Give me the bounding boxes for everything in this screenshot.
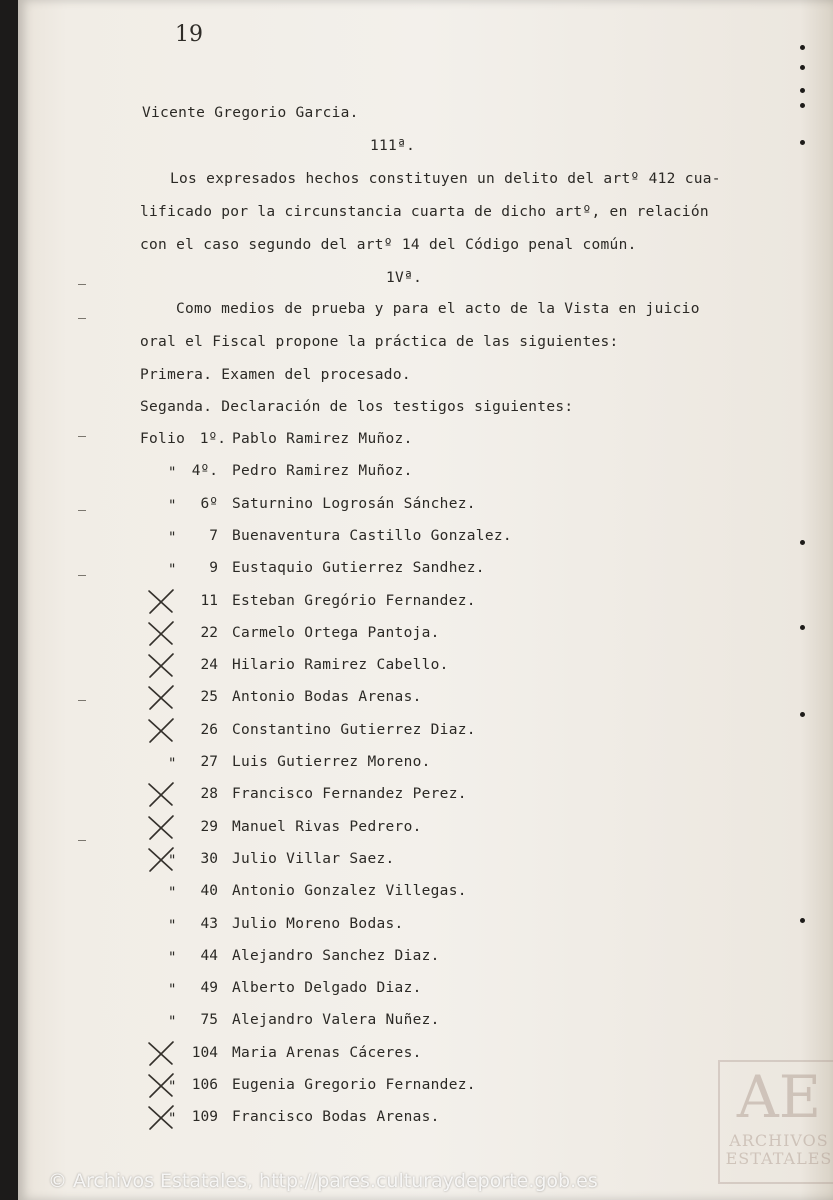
folio-number: 4º.: [191, 463, 218, 480]
binding-hole: [800, 625, 805, 630]
margin-tick: [78, 284, 86, 285]
witness-row: [18, 1045, 798, 1069]
ditto-mark: ": [168, 949, 177, 966]
handwritten-cross-mark: [146, 813, 176, 841]
folio-number: 26: [200, 721, 218, 738]
heading-name: Vicente Gregorio Garcia.: [142, 105, 359, 121]
stamp-letters: AE: [736, 1063, 822, 1131]
witness-name: Saturnino Logrosán Sánchez.: [232, 495, 476, 512]
ditto-mark: ": [168, 465, 177, 482]
binding-hole: [800, 45, 805, 50]
witness-row: [18, 593, 798, 617]
copyright-watermark: © Archivos Estatales, http://pares.culturaydeporte.gob.es: [48, 1170, 598, 1192]
folio-number: 9: [209, 560, 218, 577]
witness-row: [18, 657, 798, 681]
witness-name: Esteban Gregório Fernandez.: [232, 592, 476, 609]
folio-number: 44: [200, 947, 218, 964]
witness-name: Francisco Fernandez Perez.: [232, 786, 467, 803]
witness-row: [18, 786, 798, 810]
folio-number: 29: [200, 818, 218, 835]
handwritten-cross-mark: [146, 716, 176, 744]
ditto-mark: ": [168, 917, 177, 934]
margin-tick: [78, 318, 86, 319]
section-3-heading: 111ª.: [370, 138, 416, 154]
witness-row: [18, 1109, 798, 1133]
witness-name: Manuel Rivas Pedrero.: [232, 818, 422, 835]
handwritten-cross-mark: [146, 1103, 176, 1131]
folio-number: 43: [200, 915, 218, 932]
handwritten-cross-mark: [146, 845, 176, 873]
ditto-mark: ": [168, 852, 177, 869]
witness-row: [18, 883, 798, 907]
margin-tick: [78, 510, 86, 511]
folio-number: 106: [191, 1077, 218, 1093]
section-4-heading: 1Vª.: [386, 270, 423, 286]
witness-name: Eustaquio Gutierrez Sandhez.: [232, 560, 485, 577]
handwritten-cross-mark: [146, 683, 176, 711]
witness-row: [18, 1012, 798, 1036]
handwritten-cross-mark: [146, 651, 176, 679]
paragraph-3-line-2: lificado por la circunstancia cuarta de dicho artº, en relación: [140, 204, 709, 220]
ditto-mark: ": [168, 756, 177, 772]
paragraph-4-line-4: Seganda. Declaración de los testigos siguientes:: [140, 399, 574, 415]
binding-hole: [800, 88, 805, 93]
witness-name: Alejandro Valera Nuñez.: [232, 1012, 440, 1029]
witness-name: Julio Villar Saez.: [232, 850, 395, 867]
paragraph-3-line-3: con el caso segundo del artº 14 del Código penal común.: [140, 237, 637, 253]
witness-name: Francisco Bodas Arenas.: [232, 1109, 440, 1126]
ditto-mark: ": [168, 982, 177, 999]
folio-number: 30: [200, 850, 218, 867]
folio-number: 1º.: [199, 431, 226, 447]
folio-number: 40: [200, 883, 218, 900]
witness-row: [18, 689, 798, 713]
witness-row: [18, 625, 798, 649]
stamp-text: ARCHIVOS ESTATALES: [725, 1131, 833, 1168]
witness-name: Julio Moreno Bodas.: [232, 915, 404, 932]
witness-row: [18, 754, 798, 778]
paragraph-4-line-3: Primera. Examen del procesado.: [140, 367, 411, 383]
witness-row: [18, 980, 798, 1004]
margin-tick: [78, 436, 86, 437]
witness-row: [18, 916, 798, 940]
witness-name: Maria Arenas Cáceres.: [232, 1044, 422, 1061]
witness-name: Luis Gutierrez Moreno.: [232, 754, 431, 770]
witness-name: Buenaventura Castillo Gonzalez.: [232, 527, 512, 544]
handwritten-cross-mark: [146, 587, 176, 615]
binding-hole: [800, 712, 805, 717]
paragraph-4-line-1: Como medios de prueba y para el acto de la Vista en juicio: [176, 301, 700, 317]
witness-row: [18, 496, 798, 520]
witness-name: Alberto Delgado Diaz.: [232, 980, 422, 997]
witness-row: [18, 851, 798, 875]
witness-name: Alejandro Sanchez Diaz.: [232, 947, 440, 964]
folio-number: 22: [200, 624, 218, 641]
witness-row: [18, 431, 798, 455]
witness-row: [18, 1077, 798, 1101]
ditto-mark: ": [168, 1014, 177, 1031]
ditto-mark: ": [168, 562, 177, 579]
folio-number: 28: [200, 786, 218, 803]
margin-tick: [78, 700, 86, 701]
folio-number: 11: [200, 592, 218, 609]
binding-hole: [800, 140, 805, 145]
margin-tick: [78, 840, 86, 841]
witness-name: Hilario Ramirez Cabello.: [232, 657, 449, 674]
ditto-mark: ": [168, 1079, 177, 1095]
witness-name: Antonio Bodas Arenas.: [232, 689, 422, 706]
witness-name: Pedro Ramirez Muñoz.: [232, 463, 413, 480]
binding-hole: [800, 65, 805, 70]
document-page: [18, 0, 833, 1200]
witness-name: Antonio Gonzalez Villegas.: [232, 883, 467, 900]
ditto-mark: ": [168, 885, 177, 902]
folio-number: 24: [200, 657, 218, 674]
margin-tick: [78, 575, 86, 576]
witness-row: [18, 560, 798, 584]
handwritten-cross-mark: [146, 619, 176, 647]
folio-number: 75: [200, 1012, 218, 1029]
witness-row: [18, 722, 798, 746]
witness-row: [18, 528, 798, 552]
witness-row: [18, 463, 798, 487]
witness-name: Carmelo Ortega Pantoja.: [232, 624, 440, 641]
witness-name: Constantino Gutierrez Diaz.: [232, 721, 476, 738]
ditto-mark: ": [168, 497, 177, 514]
page-number: 19: [175, 22, 203, 47]
paragraph-3-line-1: Los expresados hechos constituyen un delito del artº 412 cua-: [170, 171, 721, 187]
folio-number: 7: [209, 527, 218, 544]
folio-number: 49: [200, 980, 218, 997]
witness-name: Pablo Ramirez Muñoz.: [232, 431, 413, 447]
handwritten-cross-mark: [146, 1039, 176, 1067]
folio-number: 104: [191, 1044, 218, 1061]
witness-row: [18, 819, 798, 843]
folio-number: 25: [200, 689, 218, 706]
folio-label: Folio: [140, 431, 186, 447]
binding-hole: [800, 103, 805, 108]
binding-hole: [800, 540, 805, 545]
folio-number: 27: [200, 754, 218, 770]
ditto-mark: ": [168, 1111, 177, 1128]
handwritten-cross-mark: [146, 780, 176, 808]
archive-stamp: [718, 1060, 833, 1184]
handwritten-cross-mark: [146, 1071, 176, 1099]
binding-hole: [800, 918, 805, 923]
folio-number: 109: [191, 1109, 218, 1126]
folio-number: 6º: [200, 495, 218, 512]
paragraph-4-line-2: oral el Fiscal propone la práctica de las siguientes:: [140, 334, 619, 350]
witness-name: Eugenia Gregorio Fernandez.: [232, 1077, 476, 1093]
witness-row: [18, 948, 798, 972]
ditto-mark: ": [168, 529, 177, 546]
